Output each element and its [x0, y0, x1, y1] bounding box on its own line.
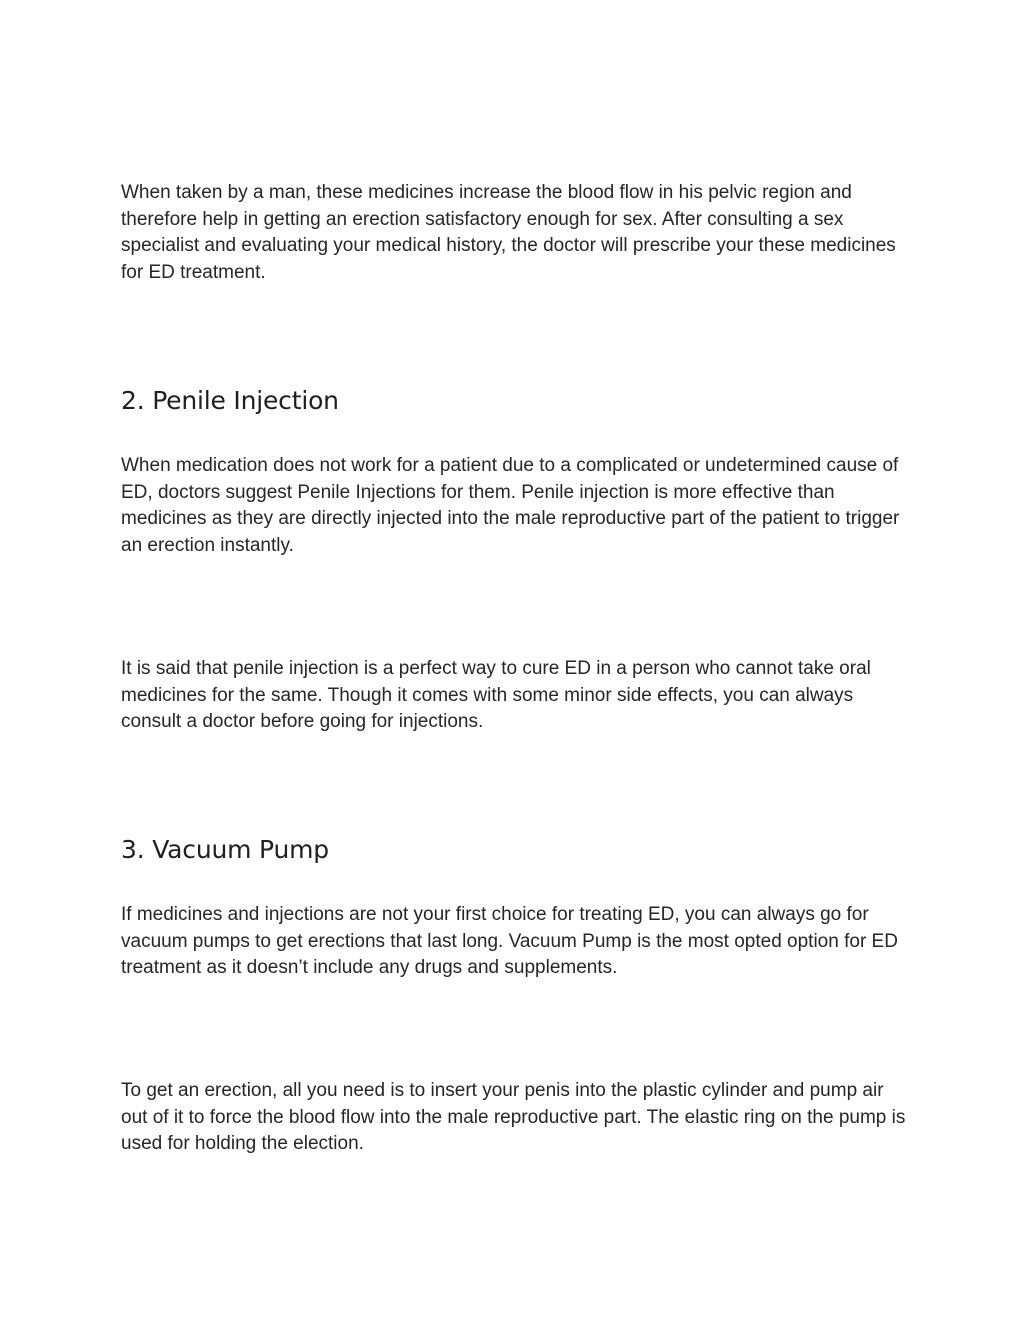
paragraph-medicines: When taken by a man, these medicines increase the blood flow in his pelvic region and therefore help in getting an erection satisfactory enough for sex. After consulting a sex specialist and evaluating your medical history, the doctor will prescribe your these medicines for ED treatment.: [121, 182, 896, 283]
paragraph-injection-detail: It is said that penile injection is a perfect way to cure ED in a person who cannot take oral medicines for the same. Though it comes with some minor side effects, you can always consult a doctor before going for injections.: [121, 658, 871, 732]
paragraph-pump-intro: If medicines and injections are not your first choice for treating ED, you can always go for vacuum pumps to get erections that last long. Vacuum Pump is the most opted option for ED treatment as it doesn’t include any drugs and supplements.: [121, 904, 898, 978]
heading-penile-injection: 2. Penile Injection: [121, 386, 339, 415]
paragraph-pump-detail: To get an erection, all you need is to insert your penis into the plastic cylinder and pump air out of it to force the blood flow into the male reproductive part. The elastic ring on the pump is used for holding the election.: [121, 1080, 906, 1154]
paragraph-injection-intro: When medication does not work for a patient due to a complicated or undetermined cause of ED, doctors suggest Penile Injections for them. Penile injection is more effective than medicines as they are directly injected into the male reproductive part of the patient to trigger an erection instantly.: [121, 455, 900, 556]
heading-vacuum-pump: 3. Vacuum Pump: [121, 835, 329, 864]
